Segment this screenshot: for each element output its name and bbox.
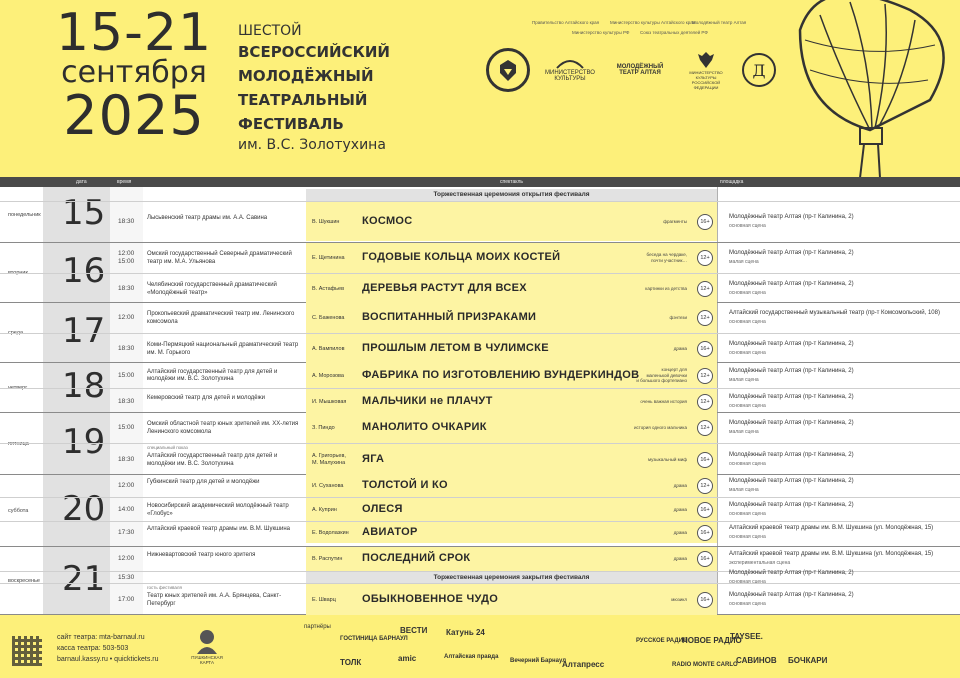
header-time: время (117, 179, 132, 185)
row-note: гость фестиваля (147, 585, 182, 590)
header-play: спектакль (500, 179, 524, 185)
play-title[interactable]: ОЛЕСЯ (362, 503, 403, 515)
schedule-row (0, 363, 960, 388)
ministry-rf-logo (684, 50, 728, 90)
row-time: 14:00 (118, 506, 135, 513)
pushkin-portrait-icon (195, 628, 219, 654)
weekday: воскресенье (8, 578, 40, 584)
partner-logo: amic (398, 654, 417, 663)
play-genre: мюзикл (671, 597, 687, 603)
theatre-name: Нижневартовский театр юного зрителя (147, 552, 256, 558)
partner-logo: ГОСТИНИЦА БАРНАУЛ (340, 636, 408, 642)
play-title[interactable]: ФАБРИКА ПО ИЗГОТОВЛЕНИЮ ВУНДЕРКИНДОВ (362, 368, 640, 381)
row-time: 17:00 (118, 596, 135, 603)
title-line: ВСЕРОССИЙСКИЙ (238, 43, 390, 61)
play-title[interactable]: ВОСПИТАННЫЙ ПРИЗРАКАМИ (362, 311, 537, 323)
play-title[interactable]: ПРОШЛЫМ ЛЕТОМ В ЧУЛИМСКЕ (362, 342, 549, 354)
venue-name: Молодёжный театр Алтая (пр-т Калинина, 2) (729, 393, 854, 400)
ceremony-banner: Торжественная церемония закрытия фестиваля (306, 572, 717, 584)
venue-name: Молодёжный театр Алтая (пр-т Калинина, 2) (729, 367, 854, 374)
pushkin-card-logo (188, 628, 226, 670)
ministry-icon (555, 58, 585, 70)
age-rating-badge: 12+ (697, 281, 713, 297)
day-number: 20 (62, 489, 106, 529)
author-name: И. Мышковая (312, 398, 347, 405)
age-rating-badge: 12+ (697, 420, 713, 436)
play-genre: драма (673, 483, 687, 489)
ticket-links[interactable]: barnaul.kassy.ru • quicktickets.ru (57, 656, 159, 663)
play-title[interactable]: МАЛЬЧИКИ не ПЛАЧУТ (362, 394, 493, 407)
day-number: 19 (62, 422, 106, 462)
theatre-name: Алтайский краевой театр драмы им. В.М. Шукшина (147, 526, 290, 532)
stage-name: основная сцена (729, 319, 766, 325)
play-genre: история одного мальчика (634, 425, 687, 431)
age-rating-badge: 12+ (697, 250, 713, 266)
weekday: четверг (8, 385, 28, 391)
day-number: 21 (62, 559, 106, 599)
play-genre: драма (673, 346, 687, 352)
pushkin-label: ПУШКИНСКАЯ КАРТА (191, 655, 223, 665)
schedule-row (0, 413, 960, 443)
organizer-text: Министерство культуры РФ (572, 30, 630, 35)
footer (0, 614, 960, 678)
header-date: дата (76, 179, 87, 185)
play-title[interactable]: МАНОЛИТО ОЧКАРИК (362, 421, 487, 433)
box-office: касса театра: 503-503 (57, 645, 129, 652)
age-rating-badge: 16+ (697, 525, 713, 541)
organizer-text: Правительство Алтайского края (532, 20, 600, 25)
ministry-label: МИНИСТЕРСТВО КУЛЬТУРЫ (545, 70, 595, 82)
play-title[interactable]: ОБЫКНОВЕННОЕ ЧУДО (362, 593, 499, 605)
stage-name: основная сцена (729, 402, 766, 409)
play-genre: фрагменты (663, 219, 687, 225)
author-name: А. Морозова (312, 372, 344, 379)
play-genre: очень важная история (640, 398, 687, 404)
play-genre: картинки из детства (645, 286, 687, 292)
row-time: 15:00 (118, 424, 135, 431)
row-time: 12:00 (118, 314, 135, 321)
stage-name: малая сцена (729, 429, 759, 435)
partner-logo: Алтапресс (562, 660, 605, 669)
organizer-text: Министерство культуры Алтайского края (610, 20, 696, 25)
theatre-name: Театр юных зрителей им. А.А. Брянцева, Санкт-Петербург (147, 593, 282, 607)
day-number: 17 (62, 311, 106, 351)
row-time: 15:30 (118, 574, 135, 581)
day-number: 15 (62, 193, 106, 233)
day-number: 16 (62, 251, 106, 291)
theatre-label: МОЛОДЁЖНЫЙ ТЕАТР АЛТАЯ (616, 64, 664, 76)
theatre-logo (610, 64, 670, 76)
stage-name: малая сцена (729, 259, 759, 265)
weekday: понедельник (8, 212, 41, 218)
day-block (0, 547, 960, 615)
row-time: 12:00 15:00 (118, 250, 135, 265)
play-title[interactable]: КОСМОС (362, 215, 413, 227)
theatre-name: Алтайский государственный театр для детей и молодёжи им. В.С. Золотухина (147, 368, 278, 382)
partner-logo: БОЧКАРИ (788, 656, 828, 665)
author-name: В. Шукшин (312, 219, 340, 225)
play-title[interactable]: ЯГА (362, 453, 385, 465)
stage-name: основная сцена (729, 601, 766, 607)
partner-logo: САВИНОВ (736, 656, 777, 665)
schedule-row (0, 475, 960, 497)
stage-name: основная сцена (729, 290, 766, 296)
partner-logo: ВЕСТИ (400, 626, 428, 635)
date-range: 15-21 (55, 3, 213, 63)
weekday: суббота (8, 508, 29, 514)
schedule-row (0, 303, 960, 333)
venue-name: Молодёжный театр Алтая (пр-т Калинина, 2) (729, 250, 854, 256)
stage-name: основная сцена (729, 461, 766, 467)
header-venue: площадка (720, 179, 744, 185)
venue-name: Молодёжный театр Алтая (пр-т Калинина, 2) (729, 214, 854, 220)
stage-name: основная сцена (729, 223, 766, 229)
theatre-name: Лысьвенский театр драмы им. А.А. Савина (147, 215, 268, 221)
age-rating-badge: 16+ (697, 551, 713, 567)
venue-name: Алтайский краевой театр драмы им. В.М. Шукшина (ул. Молодёжная, 15) (729, 525, 934, 531)
play-title[interactable]: ГОДОВЫЕ КОЛЬЦА МОИХ КОСТЕЙ (362, 251, 561, 263)
title-line: МОЛОДЁЖНЫЙ (238, 67, 374, 85)
age-rating-badge: 12+ (697, 478, 713, 494)
schedule-row (0, 243, 960, 273)
play-genre: концерт для маленькой девочки и большого фортепиано (636, 367, 687, 384)
author-name: Е. Шварц (312, 597, 336, 603)
eagle-icon (696, 50, 716, 70)
row-time: 12:00 (118, 555, 135, 562)
schedule-row (0, 583, 960, 615)
venue-name: Молодёжный театр Алтая (пр-т Калинина, 2) (729, 478, 854, 484)
partner-logo: RADIO MONTE CARLO (672, 662, 738, 668)
venue-name: Алтайский краевой театр драмы им. В.М. Шукшина (ул. Молодёжная, 15) (729, 551, 934, 557)
play-genre: беседа на чердаке, почти участник… (646, 252, 687, 263)
title-line: ТЕАТРАЛЬНЫЙ (238, 91, 368, 109)
row-time: 17:30 (118, 529, 135, 536)
theatre-name: Прокопьевский драматический театр им. Ленинского комсомола (147, 311, 295, 325)
theatre-name: Челябинский государственный драматический «Молодёжный театр» (147, 282, 277, 296)
play-genre: музыкальный миф (647, 457, 687, 463)
day-block (0, 303, 960, 363)
row-time: 18:30 (118, 345, 135, 352)
schedule-row (0, 333, 960, 363)
age-rating-badge: 16+ (697, 502, 713, 518)
title-line: им. В.С. Золотухина (238, 137, 386, 153)
partner-logo: Алтайская правда (444, 654, 499, 660)
venue-name: Молодёжный театр Алтая (пр-т Калинина, 2) (729, 592, 854, 598)
altai-emblem-icon (486, 48, 530, 92)
partner-logo: НОВОЕ РАДИО (682, 636, 742, 645)
play-genre: драма (673, 556, 687, 562)
title-line: ФЕСТИВАЛЬ (238, 115, 344, 133)
theatre-name: Омский областной театр юных зрителей им. XX-летия Ленинского комсомола (147, 421, 299, 435)
venue-name: Молодёжный театр Алтая (пр-т Калинина, 2) (729, 341, 854, 347)
age-rating-badge: 12+ (697, 310, 713, 326)
row-time: 18:30 (118, 397, 135, 405)
play-genre: драма (673, 507, 687, 513)
age-rating-badge: 12+ (697, 394, 713, 410)
author-name: А. Вампилов (312, 346, 345, 352)
day-block (0, 475, 960, 547)
venue-name: Алтайский государственный музыкальный театр (пр-т Комсомольский, 108) (729, 310, 940, 316)
title-line: ШЕСТОЙ (238, 23, 302, 39)
author-name: В. Распутин (312, 556, 343, 562)
row-time: 15:00 (118, 371, 135, 379)
schedule-row (0, 547, 960, 571)
stage-name: малая сцена (729, 376, 759, 383)
play-title[interactable]: ДЕРЕВЬЯ РАСТУТ ДЛЯ ВСЕХ (362, 282, 527, 294)
age-rating-badge: 12+ (697, 368, 713, 384)
schedule-row (0, 388, 960, 413)
author-name: А. Григорьев, М. Малухина (312, 453, 346, 466)
festival-dates (54, 3, 214, 147)
venue-name: Молодёжный театр Алтая (пр-т Калинина, 2) (729, 420, 854, 426)
schedule-row (0, 443, 960, 475)
row-time: 18:30 (118, 456, 135, 463)
organizer-text: Молодёжный театр Алтая (692, 20, 747, 25)
theatre-name: Алтайский государственный театр для детей и молодёжи им. В.С. Золотухина (147, 453, 278, 467)
stage-name: малая сцена (729, 487, 759, 493)
author-name: А. Куприн (312, 507, 337, 513)
ministry-rf-label: МИНИСТЕРСТВО КУЛЬТУРЫ РОССИЙСКОЙ ФЕДЕРАЦИИ (689, 70, 723, 90)
stage-name: экспериментальная сцена (729, 560, 791, 566)
age-rating-badge: 16+ (697, 452, 713, 468)
partner-logo: РУССКОЕ РАДИО (636, 638, 688, 644)
schedule-row (0, 189, 960, 201)
venue-name: Молодёжный театр Алтая (пр-т Калинина, 2) (729, 570, 854, 576)
year: 2025 (63, 84, 205, 147)
row-time: 18:30 (118, 285, 135, 292)
play-title[interactable]: ПОСЛЕДНИЙ СРОК (362, 552, 471, 564)
schedule-row (0, 201, 960, 241)
festival-title (238, 22, 390, 154)
schedule-row (0, 497, 960, 521)
day-block (0, 243, 960, 303)
theatre-name: Губкинский театр для детей и молодёжи (147, 479, 260, 485)
author-name: Е. Щетинина (312, 255, 345, 261)
author-name: Е. Водолазкин (312, 530, 349, 536)
schedule-row (0, 273, 960, 303)
day-number: 18 (62, 366, 106, 406)
stage-name: основная сцена (729, 350, 766, 356)
theatre-name: Омский государственный Северный драматический театр им. М.А. Ульянова (147, 251, 292, 265)
weekday: среда (8, 330, 24, 336)
author-name: В. Астафьев (312, 286, 345, 292)
ceremony-banner: Торжественная церемония открытия фестиваля (306, 189, 717, 201)
weekday: вторник (8, 270, 28, 276)
age-rating-badge: 16+ (697, 341, 713, 357)
row-time: 12:00 (118, 482, 135, 489)
partner-logo: ТОЛК (340, 658, 362, 667)
author-name: С. Баженова (312, 315, 345, 321)
theatre-name: Коми-Пермяцкий национальный драматический театр им. М. Горького (147, 342, 299, 356)
author-name: З. Пиндо (312, 425, 335, 431)
ministry-logo (544, 58, 596, 82)
partner-logo: TAYSEE. (730, 632, 763, 641)
play-genre: драма (673, 530, 687, 536)
qr-code-icon[interactable] (12, 636, 42, 666)
day-block (0, 363, 960, 413)
theatre-name: Кемеровский театр для детей и молодёжи (147, 394, 265, 401)
play-title[interactable]: АВИАТОР (362, 526, 418, 538)
play-genre: фэнтези (669, 315, 687, 321)
day-block (0, 187, 960, 243)
row-note: специальный показ (147, 445, 188, 450)
row-time: 18:30 (118, 218, 135, 225)
age-rating-badge: 16+ (697, 592, 713, 608)
std-logo-icon: Д (742, 53, 776, 87)
stage-name: основная сцена (729, 579, 766, 585)
weekday: пятница (8, 441, 29, 447)
schedule-row (0, 521, 960, 543)
balloon-icon (760, 0, 960, 178)
organizer-logos (486, 48, 776, 92)
stage-name: основная сцена (729, 511, 766, 517)
partner-logo: Вечерний Барнаул (510, 658, 567, 664)
partners-label: партнёры (304, 624, 331, 630)
day-list (0, 187, 960, 615)
venue-name: Молодёжный театр Алтая (пр-т Калинина, 2) (729, 281, 854, 287)
day-block (0, 413, 960, 475)
schedule-row (0, 571, 960, 583)
organizer-text: Союз театральных деятелей РФ (640, 30, 708, 35)
contacts (57, 632, 159, 665)
partner-logo: Катунь 24 (446, 628, 485, 637)
venue-name: Молодёжный театр Алтая (пр-т Калинина, 2) (729, 502, 854, 508)
site-link[interactable]: сайт театра: mta-barnaul.ru (57, 634, 145, 641)
author-name: И. Суханова (312, 483, 344, 489)
stage-name: основная сцена (729, 534, 766, 540)
schedule-table (0, 177, 960, 615)
theatre-name: Новосибирский академический молодёжный театр «Глобус» (147, 503, 289, 517)
play-title[interactable]: ТОЛСТОЙ И КО (362, 479, 448, 491)
month: сентября (61, 55, 207, 90)
venue-name: Молодёжный театр Алтая (пр-т Калинина, 2) (729, 452, 854, 458)
age-rating-badge: 16+ (697, 214, 713, 230)
table-header (0, 177, 960, 187)
